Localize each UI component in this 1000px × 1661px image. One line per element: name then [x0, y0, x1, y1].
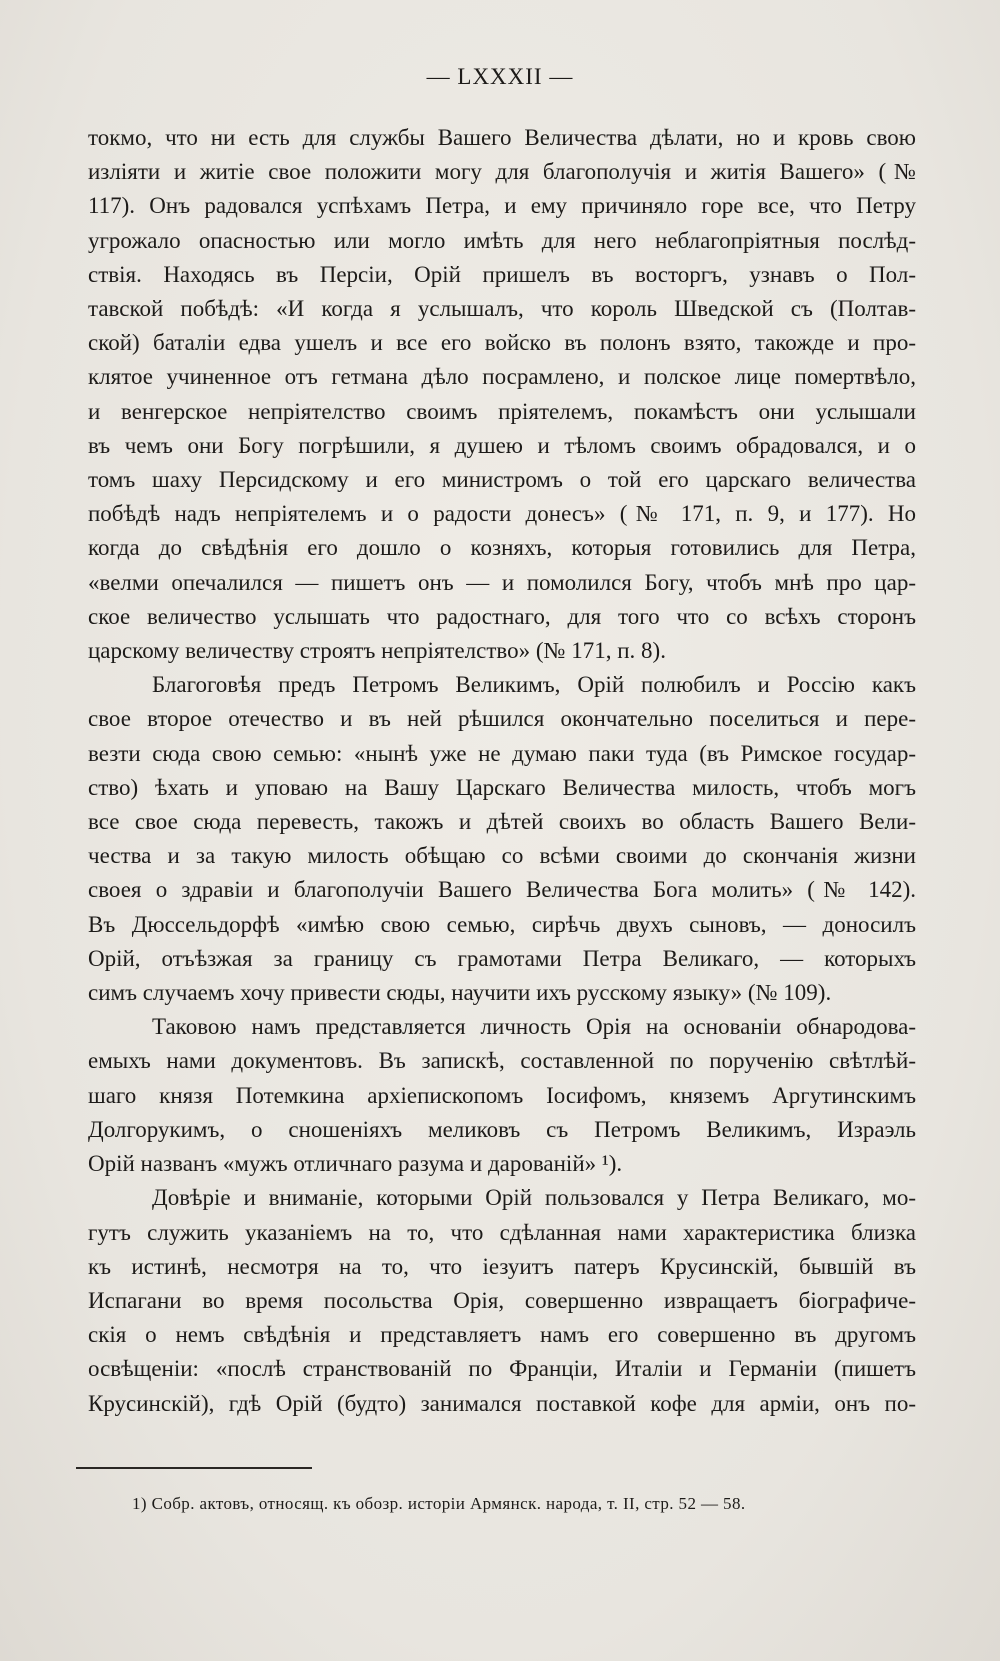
- text-line: все свое сюда перевесть, такожъ и дѣтей своихъ во область Вашего Вели-: [88, 809, 916, 835]
- footnote: 1) Собр. актовъ, относящ. къ обозр. исторіи Армянск. народа, т. II, стр. 52 — 58.: [132, 1494, 746, 1513]
- page-number-header: — LXXXII —: [426, 64, 574, 89]
- text-line: ской) баталіи едва ушелъ и все его войско въ полонъ взято, такожде и про-: [88, 330, 916, 356]
- text-line: ствія. Находясь въ Персіи, Орій пришелъ въ восторгъ, узнавъ о Пол-: [88, 261, 916, 287]
- text-line: чества и за такую милость обѣщаю со всѣми своими до скончанія жизни: [88, 843, 916, 869]
- text-line: шаго князя Потемкина архіепископомъ Іосифомъ, княземъ Аргутинскимъ: [88, 1082, 916, 1108]
- text-line: скія о немъ свѣдѣнія и представляетъ намъ его совершенно въ другомъ: [88, 1322, 916, 1348]
- text-line: тавской побѣдѣ: «И когда я услышалъ, что король Шведской съ (Полтав-: [88, 296, 916, 322]
- text-line: Таковою намъ представляется личность Орія на основаніи обнародова-: [152, 1014, 916, 1040]
- text-line: Крусинскій), гдѣ Орій (будто) занимался поставкой кофе для арміи, онъ по-: [88, 1390, 916, 1416]
- text-line: когда до свѣдѣнія его дошло о козняхъ, которыя готовились для Петра,: [88, 535, 916, 561]
- text-line: емыхъ нами документовъ. Въ запискѣ, составленной по порученію свѣтлѣй-: [88, 1048, 916, 1074]
- text-line: Въ Дюссельдорфѣ «имѣю свою семью, сирѣчь двухъ сыновъ, — доносилъ: [88, 911, 916, 937]
- text-line: клятое учиненное отъ гетмана дѣло посрамлено, и полское лице помертвѣло,: [88, 364, 916, 390]
- text-line: гутъ служить указаніемъ на то, что сдѣланная нами характеристика близка: [88, 1219, 916, 1245]
- text-line: ство) ѣхать и уповаю на Вашу Царскаго Величества милость, чтобъ могъ: [88, 774, 916, 800]
- body-text: [88, 121, 916, 1421]
- text-line: побѣдѣ надъ непріятелемъ и о радости донесъ» (№ 171, п. 9, и 177). Но: [88, 501, 916, 527]
- text-line: Довѣріе и вниманіе, которыми Орій пользовался у Петра Великаго, мо-: [152, 1185, 916, 1211]
- text-line: 117). Онъ радовался успѣхамъ Петра, и ему причиняло горе все, что Петру: [88, 193, 916, 219]
- text-line: изліяти и житіе свое положити могу для благополучія и житія Вашего» (№: [88, 159, 916, 185]
- text-line: токмо, что ни есть для службы Вашего Величества дѣлати, но и кровь свою: [88, 125, 916, 150]
- text-line: своея о здравіи и благополучіи Вашего Величества Бога молить» (№ 142).: [88, 877, 916, 903]
- text-line: ское величество услышать что радостнаго, для того что со всѣхъ сторонъ: [88, 603, 916, 629]
- text-line: угрожало опасностью или могло имѣть для него неблагопріятныя послѣд-: [88, 227, 916, 253]
- text-line: Орій названъ «мужъ отличнаго разума и дарованій» ¹).: [88, 1151, 623, 1177]
- text-line: и венгерское непріятелство своимъ прiятелемъ, покамѣстъ они услышали: [88, 398, 916, 424]
- text-line: Орій, отъѣзжая за границу съ грамотами Петра Великаго, — которыхъ: [88, 945, 916, 971]
- text-line: свое второе отечество и въ ней рѣшился окончательно поселиться и пере-: [88, 706, 916, 732]
- text-line: везти сюда свою семью: «нынѣ уже не думаю паки туда (въ Римское государ-: [88, 740, 916, 766]
- text-line: царскому величеству строятъ непріятелство» (№ 171, п. 8).: [88, 638, 666, 664]
- footnote-divider: [76, 1467, 312, 1469]
- text-line: въ чемъ они Богу погрѣшили, я душею и тѣломъ своимъ обрадовался, и о: [88, 432, 916, 458]
- text-line: «велми опечалился — пишетъ онъ — и помолился Богу, чтобъ мнѣ про цар-: [88, 569, 916, 595]
- text-line: освѣщеніи: «послѣ странствованій по Франціи, Италіи и Германіи (пишетъ: [88, 1356, 916, 1382]
- text-line: симъ случаемъ хочу привести сюды, научити ихъ русскому языку» (№ 109).: [88, 980, 832, 1006]
- text-line: Испагани во время посольства Орія, совершенно извращаетъ біографиче-: [88, 1287, 916, 1313]
- text-line: Благоговѣя предъ Петромъ Великимъ, Орій полюбилъ и Россію какъ: [152, 672, 916, 698]
- text-line: томъ шаху Персидскому и его министромъ о той его царскаго величества: [88, 467, 916, 493]
- text-line: къ истинѣ, несмотря на то, что іезуитъ патеръ Крусинскій, бывшій въ: [88, 1253, 916, 1279]
- text-line: Долгорукимъ, о сношеніяхъ меликовъ съ Петромъ Великимъ, Израэль: [88, 1116, 916, 1142]
